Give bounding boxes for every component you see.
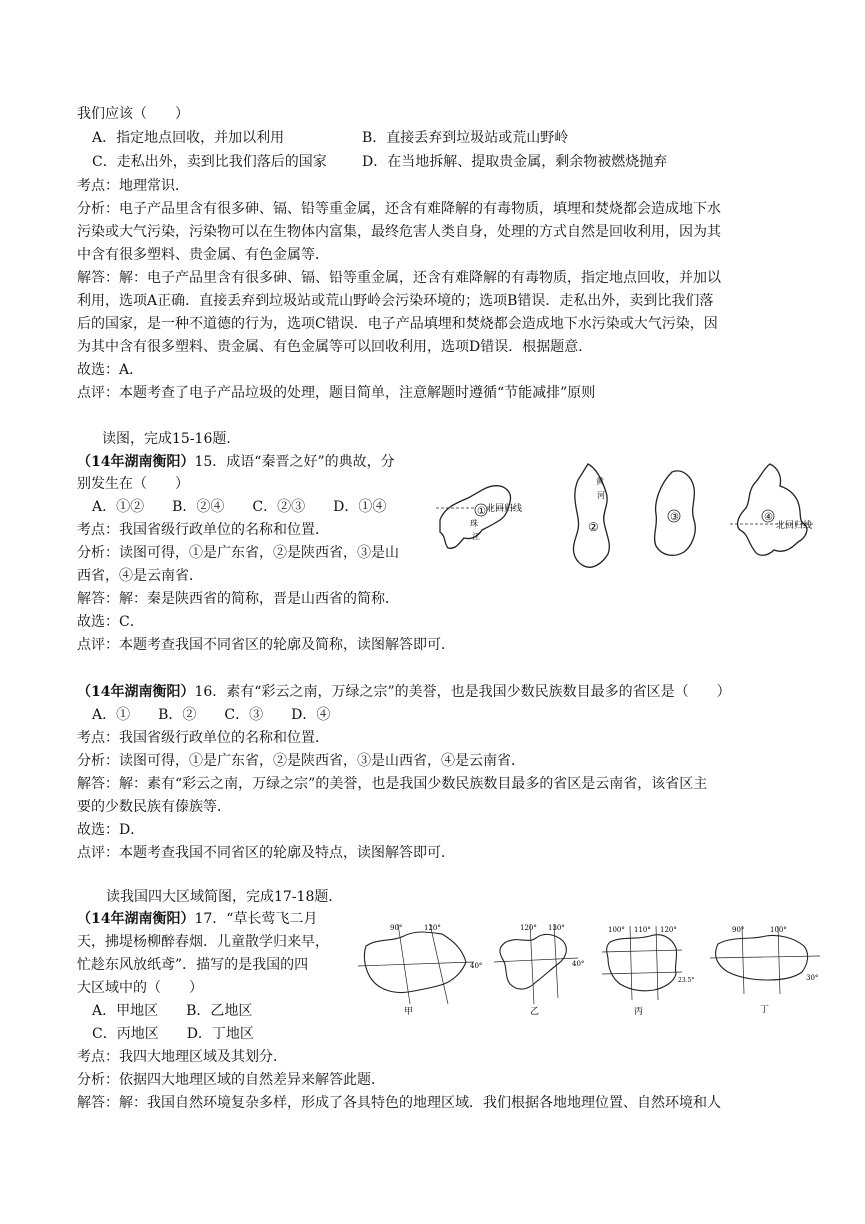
region-yi-map xyxy=(494,924,584,1017)
q15-stem: 15．成语“秦晋之好”的典故，分 xyxy=(194,454,395,470)
q16-jieda-line2: 要的少数民族有傣族等． xyxy=(77,799,231,815)
q17-stem-line3: 忙趁东风放纸鸢”．描写的是我国的四 xyxy=(77,957,309,973)
q16-fenxi: 分析：读图可得，①是广东省，②是陕西省，③是山西省，④是云南省． xyxy=(77,753,525,769)
q15-stem-line1 xyxy=(77,452,395,472)
province-1-outline xyxy=(436,486,522,549)
four-regions-map-figure xyxy=(358,918,828,1018)
tropic-label-4: 北回归线 xyxy=(776,521,813,531)
q14-option-c: C．走私出外，卖到比我们落后的国家 xyxy=(92,154,327,170)
q15-kaodian: 考点：我国省级行政单位的名称和位置． xyxy=(77,522,329,538)
province-2-outline xyxy=(573,464,609,567)
q17-stem-line2: 天，拂堤杨柳醉春烟．儿童散学归来早， xyxy=(77,934,329,950)
province-4-label: ④ xyxy=(764,512,773,523)
q15-fenxi-line1: 分析：读图可得，①是广东省，②是陕西省，③是山 xyxy=(77,545,399,561)
ding-lat-30: 30° xyxy=(806,974,819,982)
q14-option-a: A．指定地点回收，并加以利用 xyxy=(92,130,285,146)
q14-jieda-line3: 后的国家，是一种不道德的行为，选项C错误．电子产品填埋和焚烧都会造成地下水污染或大气污染，因 xyxy=(77,316,718,332)
q16-options: A．① B．② C．③ D．④ xyxy=(92,707,331,723)
bing-lon-110: 110° xyxy=(634,926,651,934)
region-bing-map xyxy=(602,926,694,1017)
jiang-label: 江 xyxy=(472,532,480,541)
q16-stem: 16．素有“彩云之南，万绿之宗”的美誉，也是我国少数民族数目最多的省区是（ ） xyxy=(194,684,731,700)
q14-stem: 我们应该（ ） xyxy=(77,106,189,122)
q17-options-cd: C．丙地区 D．丁地区 xyxy=(92,1026,254,1042)
province-2-label: ② xyxy=(588,520,599,534)
province-3-label: ③ xyxy=(670,512,679,523)
region-ding-map xyxy=(710,926,820,1015)
q17-stem-line4: 大区域中的（ ） xyxy=(77,980,203,996)
q16-comment: 点评：本题考查我国不同省区的轮廓及特点，读图解答即可． xyxy=(77,845,455,861)
q14-answer: 故选：A． xyxy=(77,362,144,378)
province-3-outline xyxy=(655,471,696,555)
q17-options-ab: A．甲地区 B．乙地区 xyxy=(92,1003,253,1019)
q15-options: A．①② B．②④ C．②③ D．①④ xyxy=(92,499,387,515)
read-prompt-17-18: 读我国四大区域简图，完成17-18题． xyxy=(106,889,343,905)
read-prompt-15-16: 读图，完成15-16题． xyxy=(102,431,241,447)
q17-fenxi: 分析：依据四大地理区域的自然差异来解答此题． xyxy=(77,1072,385,1088)
region-yi-label: 乙 xyxy=(530,1007,540,1017)
jia-lat-40: 40° xyxy=(470,962,483,970)
q15-comment: 点评：本题考查我国不同省区的轮廓及简称，读图解答即可． xyxy=(77,637,455,653)
q14-jieda-line1: 解答：解：电子产品里含有很多砷、镉、铅等重金属，还含有难降解的有毒物质，指定地点回收，并加以 xyxy=(77,270,721,286)
q14-jieda-line2: 利用，选项A正确．直接丢弃到垃圾站或荒山野岭会污染环境的；选项B错误．走私出外，卖到比我们落 xyxy=(77,293,714,309)
zhu-label: 珠 xyxy=(470,519,478,528)
yi-lon-120: 120° xyxy=(520,924,537,932)
q15-jieda: 解答：解：秦是陕西省的简称，晋是山西省的简称． xyxy=(77,591,399,607)
jia-lon-90: 90° xyxy=(390,924,403,932)
yi-lat-40: 40° xyxy=(572,960,585,968)
q14-jieda-line4: 为其中含有很多塑料、贵金属、有色金属等可以回收利用，选项D错误．根据题意． xyxy=(77,339,593,355)
q17-stem-line1 xyxy=(77,909,317,929)
ding-lon-90: 90° xyxy=(732,926,745,934)
q17-source: （14年湖南衡阳） xyxy=(77,911,195,927)
q15-answer: 故选：C． xyxy=(77,614,144,630)
tropic-label-1: 北回归线 xyxy=(486,504,523,514)
ding-lon-100: 100° xyxy=(770,926,787,934)
q17-stem: 17．“草长莺飞二月 xyxy=(194,911,318,927)
q16-stem-line xyxy=(77,682,731,702)
q16-answer: 故选：D． xyxy=(77,822,145,838)
q14-option-b: B．直接丢弃到垃圾站或荒山野岭 xyxy=(362,130,569,146)
yi-lon-130: 130° xyxy=(548,924,565,932)
huang-label: 黄 xyxy=(596,477,604,486)
q14-fenxi-line3: 中含有很多塑料、贵金属、有色金属等． xyxy=(77,247,329,263)
region-bing-label: 丙 xyxy=(634,1007,644,1017)
q15-stem-line2: 别发生在（ ） xyxy=(77,476,189,492)
region-jia-label: 甲 xyxy=(404,1007,414,1017)
region-ding-label: 丁 xyxy=(760,1005,770,1015)
bing-lon-100: 100° xyxy=(608,926,625,934)
q15-fenxi-line2: 西省，④是云南省． xyxy=(77,568,203,584)
province-4-outline xyxy=(730,464,814,555)
bing-lon-120: 120° xyxy=(660,926,677,934)
q14-fenxi-line2: 污染或大气污染，污染物可以在生物体内富集，最终危害人类自身，处理的方式自然是回收利用，因为其 xyxy=(77,224,721,240)
q14-option-d: D．在当地拆解、提取贵金属，剩余物被燃烧抛弃 xyxy=(362,154,668,170)
q15-source: （14年湖南衡阳） xyxy=(77,454,195,470)
q16-source: （14年湖南衡阳） xyxy=(77,684,195,700)
province-outline-map-figure xyxy=(434,458,824,578)
province-1-label: ① xyxy=(477,506,486,517)
q17-kaodian: 考点：我四大地理区域及其划分． xyxy=(77,1049,287,1065)
q16-kaodian: 考点：我国省级行政单位的名称和位置． xyxy=(77,730,329,746)
q17-jieda-line1: 解答：解：我国自然环境复杂多样，形成了各具特色的地理区域．我们根据各地地理位置、自然环境和人 xyxy=(77,1095,721,1111)
q14-fenxi-line1: 分析：电子产品里含有很多砷、镉、铅等重金属，还含有难降解的有毒物质，填埋和焚烧都会造成地下水 xyxy=(77,201,721,217)
he-label: 河 xyxy=(597,491,605,500)
jia-lon-120: 120° xyxy=(424,924,441,932)
q14-comment: 点评：本题考查了电子产品垃圾的处理，题目简单，注意解题时遵循“节能减排”原则 xyxy=(77,385,596,401)
region-jia-map xyxy=(358,924,482,1017)
q14-kaodian: 考点：地理常识． xyxy=(77,178,189,194)
q16-jieda-line1: 解答：解：素有“彩云之南，万绿之宗”的美誉，也是我国少数民族数目最多的省区是云南省，该省区主 xyxy=(77,776,708,792)
bing-lat-235: 23.5° xyxy=(678,977,695,984)
